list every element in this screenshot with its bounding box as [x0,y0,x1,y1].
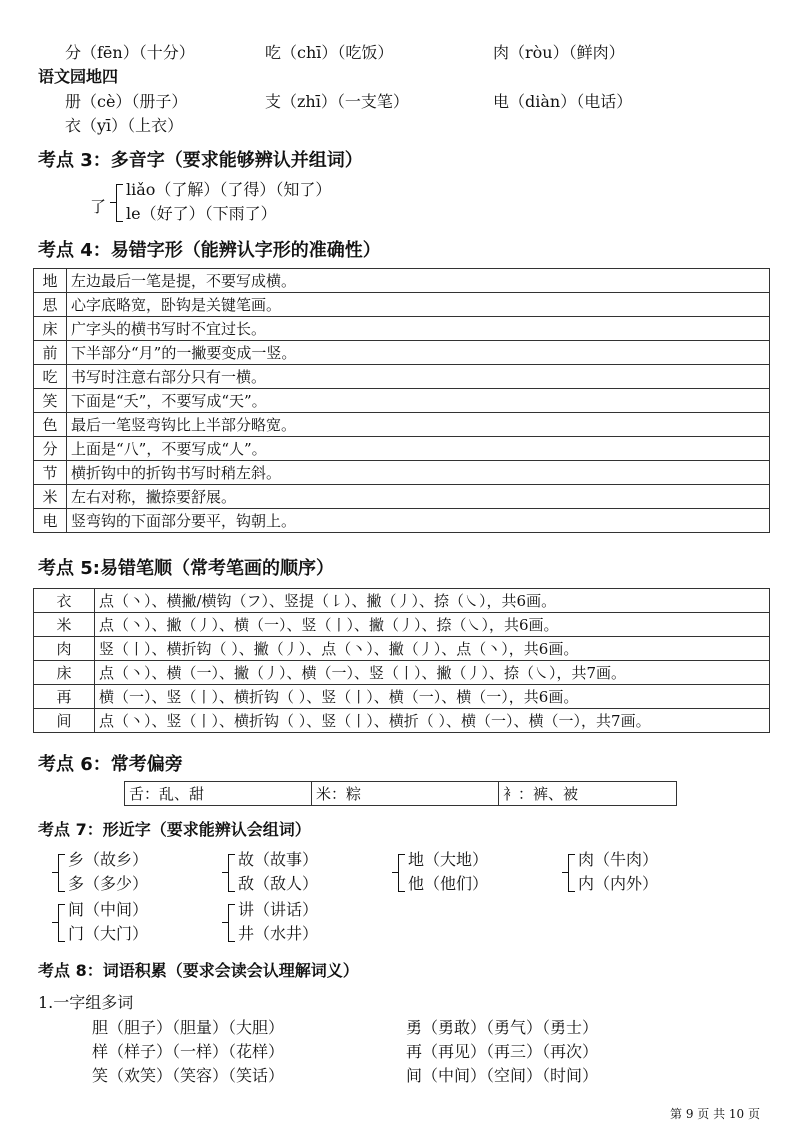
table-cell-note: 广字头的横书写时不宜过长。 [67,317,770,341]
similar-char-group [228,848,318,896]
table-cell-char: 笑 [34,389,67,413]
table-row [34,293,770,317]
table-cell-note: 上面是“八”，不要写成“人”。 [67,437,770,461]
similar-char-item: 井（水井） [238,924,319,943]
table-cell-char: 衣 [34,589,95,613]
section-7-title: 考点 7：形近字（要求能辨认会组词） [38,820,311,839]
table-cell-char: 地 [34,269,67,293]
similar-char-item: 他（他们） [408,874,489,893]
word-item: 吃（chī）（吃饭） [265,43,394,62]
word-group-row [92,1039,598,1062]
table-cell-strokes: 点（丶）、撇（丿）、横（一）、竖（丨）、撇（丿）、捺（㇏），共6画。 [95,613,770,637]
table-cell-strokes: 横（一）、竖（丨）、横折钩（ ）、竖（丨）、横（一）、横（一），共6画。 [95,685,770,709]
table-cell-note: 竖弯钩的下面部分要平，钩朝上。 [67,509,770,533]
section-8-title: 考点 8：词语积累（要求会读会认理解词义） [38,961,359,980]
table-row [34,437,770,461]
word-item: 肉（ròu）（鲜肉） [493,43,625,62]
brace-icon [568,854,575,892]
garden-title: 语文园地四 [38,67,119,86]
table-cell-strokes: 竖（丨）、横折钩（ ）、撇（丿）、点（丶）、撇（丿）、点（丶），共6画。 [95,637,770,661]
table-cell-char: 米 [34,613,95,637]
polyphone-brace [116,178,331,226]
brace-icon [58,854,65,892]
similar-char-group [228,898,318,946]
brace-icon [228,854,235,892]
similar-char-group [58,898,148,946]
polyphone-line: liǎo（了解）（了得）（知了） [126,180,332,199]
similar-char-group [398,848,488,896]
table-cell-char: 前 [34,341,67,365]
table-cell-note: 左右对称，撇捺要舒展。 [67,485,770,509]
table-row [34,509,770,533]
table-cell-char: 节 [34,461,67,485]
word-group: 间（中间）（空间）（时间） [406,1066,599,1085]
word-item: 册（cè）（册子） [65,92,188,111]
table-cell-char: 电 [34,509,67,533]
brace-icon [116,184,123,222]
word-group: 笑（欢笑）（笑容）（笑话） [92,1066,285,1085]
table-cell-radical: 米：粽 [312,782,499,806]
table-cell-note: 左边最后一笔是提，不要写成横。 [67,269,770,293]
similar-char-item: 门（大门） [68,924,149,943]
table-row [34,365,770,389]
table-row [34,317,770,341]
stroke-order-table [33,588,770,733]
table-cell-char: 色 [34,413,67,437]
similar-char-item: 间（中间） [68,900,149,919]
table-row [34,413,770,437]
table-row [34,661,770,685]
brace-icon [58,904,65,942]
table-cell-char: 床 [34,317,67,341]
garden-row [65,89,632,112]
table-cell-char: 间 [34,709,95,733]
word-item: 支（zhī）（一支笔） [265,92,409,111]
word-group: 样（样子）（一样）（花样） [92,1042,285,1061]
table-cell-strokes: 点（丶）、横撇/横钩（フ）、竖提（㇙）、撇（丿）、捺（㇏），共6画。 [95,589,770,613]
table-cell-note: 横折钩中的折钩书写时稍左斜。 [67,461,770,485]
table-row [34,485,770,509]
table-row [34,269,770,293]
word-item: 衣（yī）（上衣） [65,116,184,135]
table-cell-note: 下半部分“月”的一撇要变成一竖。 [67,341,770,365]
table-row [34,341,770,365]
table-cell-char: 吃 [34,365,67,389]
polyphone-line: le（好了）（下雨了） [126,204,277,223]
brace-icon [228,904,235,942]
table-cell-radical: 衤：裤、被 [499,782,677,806]
section-8-subtitle: 1.一字组多词 [38,993,134,1012]
brace-icon [398,854,405,892]
word-group-row [92,1015,598,1038]
word-group: 胆（胆子）（胆量）（大胆） [92,1018,285,1037]
similar-char-item: 敌（敌人） [238,874,319,893]
page-number: 第 9 页 共 10 页 [670,1107,760,1121]
polyphone-char: 了 [90,197,107,216]
word-item: 分（fēn）（十分） [65,43,195,62]
table-row [125,782,677,806]
table-cell-char: 床 [34,661,95,685]
section-3-title: 考点 3：多音字（要求能够辨认并组词） [38,150,363,171]
table-cell-char: 肉 [34,637,95,661]
similar-char-item: 故（故事） [238,850,319,869]
word-group-row [92,1063,598,1086]
similar-char-item: 乡（故乡） [68,850,149,869]
similar-char-item: 地（大地） [408,850,489,869]
garden-row [65,113,183,136]
section-5-title: 考点 5:易错笔顺（常考笔画的顺序） [38,558,334,579]
table-cell-note: 下面是“夭”，不要写成“天”。 [67,389,770,413]
table-row [34,461,770,485]
table-cell-char: 再 [34,685,95,709]
table-cell-note: 心字底略宽，卧钩是关键笔画。 [67,293,770,317]
table-row [34,709,770,733]
table-cell-char: 思 [34,293,67,317]
table-cell-char: 分 [34,437,67,461]
table-cell-note: 最后一笔竖弯钩比上半部分略宽。 [67,413,770,437]
table-row [34,589,770,613]
table-cell-radical: 舌：乱、甜 [125,782,312,806]
top-row [65,40,625,63]
similar-char-group [568,848,658,896]
word-group: 再（再见）（再三）（再次） [406,1042,599,1061]
table-cell-char: 米 [34,485,67,509]
section-4-title: 考点 4：易错字形（能辨认字形的准确性） [38,240,381,261]
similar-char-item: 讲（讲话） [238,900,319,919]
table-cell-note: 书写时注意右部分只有一横。 [67,365,770,389]
similar-char-item: 多（多少） [68,874,149,893]
typo-table [33,268,770,533]
section-6-title: 考点 6：常考偏旁 [38,754,183,775]
table-row [34,613,770,637]
table-row [34,685,770,709]
similar-char-item: 内（内外） [578,874,659,893]
table-row [34,637,770,661]
similar-char-item: 肉（牛肉） [578,850,659,869]
word-group: 勇（勇敢）（勇气）（勇士） [406,1018,599,1037]
similar-char-group [58,848,148,896]
word-item: 电（diàn）（电话） [493,92,633,111]
table-row [34,389,770,413]
radical-table [124,781,677,806]
table-cell-strokes: 点（丶）、横（一）、撇（丿）、横（一）、竖（丨）、撇（丿）、捺（㇏），共7画。 [95,661,770,685]
table-cell-strokes: 点（丶）、竖（丨）、横折钩（ ）、竖（丨）、横折（ ）、横（一）、横（一），共7画。 [95,709,770,733]
